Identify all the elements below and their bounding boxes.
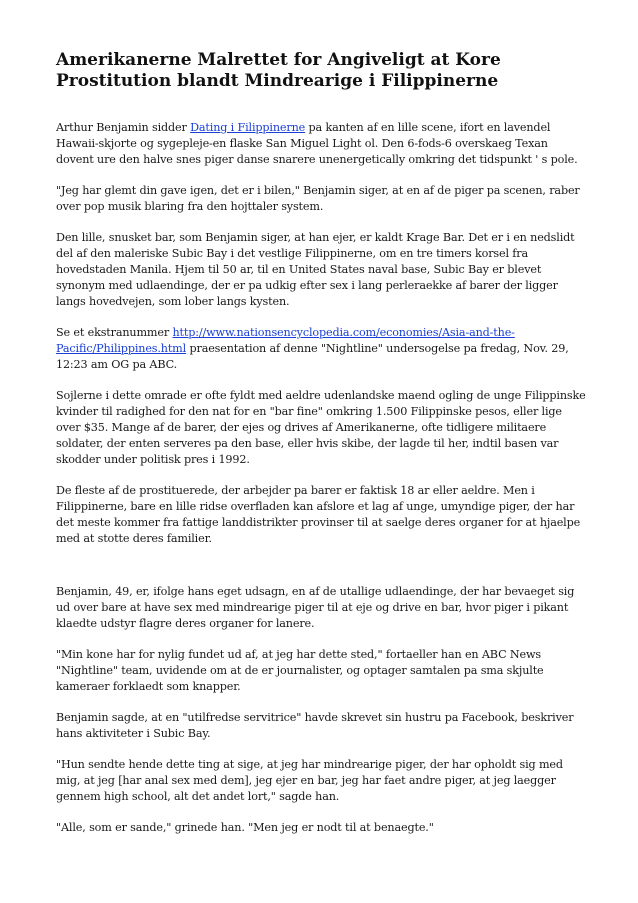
- paragraph-8: "Min kone har for nylig fundet ud af, at jeg har dette sted," fortaeller han en ABC News "Nightline" team, uvidende om at de er journalister, og optager samtalen pa sma skjulte kameraer forklaedt som knapper.: [56, 648, 544, 693]
- paragraph-1-before: Arthur Benjamin sidder: [56, 121, 191, 134]
- paragraph-1: [56, 120, 586, 168]
- nationsencyclopedia-link[interactable]: http://www.nationsencyclopedia.com/economies/Asia-and-the-Pacific/Philippines.html: [56, 326, 515, 355]
- paragraph-3: Den lille, snusket bar, som Benjamin siger, at han ejer, er kaldt Krage Bar. Det er i en nedslidt del af den maleriske Subic Bay i det vestlige Filippinerne, om en tre timers korsel fra hovedstaden Manila. Hjem til 50 ar, til en United States naval base, Subic Bay er blevet synonym med udlaendinge, der er pa udkig efter sex i lang perleraekke af barer der ligger langs hovedvejen, som lober langs kysten.: [56, 231, 575, 308]
- paragraph-4: [56, 325, 586, 373]
- paragraph-2: "Jeg har glemt din gave igen, det er i bilen," Benjamin siger, at en af de piger pa scenen, raber over pop musik blaring fra den hojttaler system.: [56, 184, 580, 213]
- article-title: Amerikanerne Malrettet for Angiveligt at Kore Prostitution blandt Mindrearige i Filippinerne: [56, 50, 501, 91]
- paragraph-10: "Hun sendte hende dette ting at sige, at jeg har mindrearige piger, der har opholdt sig med mig, at jeg [har anal sex med dem], jeg ejer en bar, jeg har faet andre piger, at jeg laegger gennem high school, alt det andet lort," sagde han.: [56, 758, 563, 803]
- document-page: [56, 50, 586, 851]
- paragraph-7: Benjamin, 49, er, ifolge hans eget udsagn, en af de utallige udlaendinge, der har bevaeget sig ud over bare at have sex med mindrearige piger til at eje og drive en bar, hvor piger i pikant klaedte udstyr flagre deres organer for lanere.: [56, 585, 575, 630]
- dating-link[interactable]: Dating i Filippinerne: [190, 121, 306, 134]
- paragraph-4-after: praesentation af denne "Nightline" undersogelse pa fredag, Nov. 29, 12:23 am OG pa ABC.: [56, 342, 569, 371]
- paragraph-5: Sojlerne i dette omrade er ofte fyldt med aeldre udenlandske maend ogling de unge Filippinske kvinder til radighed for den nat for en "bar fine" omkring 1.500 Filippinske pesos, eller lige over $35. Mange af de barer, der ejes og drives af Amerikanerne, ofte tidligere militaere soldater, der enten serveres pa den base, eller hvis skibe, der lagde til her, indtil basen var skodder under politisk pres i 1992.: [56, 389, 586, 466]
- paragraph-11: "Alle, som er sande," grinede han. "Men jeg er nodt til at benaegte.": [56, 821, 434, 834]
- paragraph-6: De fleste af de prostituerede, der arbejder pa barer er faktisk 18 ar eller aeldre. Men i Filippinerne, bare en lille ridse overfladen kan afslore et lag af unge, umyndige piger, der har det meste kommer fra fattige landdistrikter provinser til at saelge deres organer for at hjaelpe med at stotte deres familier.: [56, 484, 581, 545]
- blank-gap: [56, 562, 586, 584]
- paragraph-9: Benjamin sagde, at en "utilfredse servitrice" havde skrevet sin hustru pa Facebook, beskriver hans aktiviteter i Subic Bay.: [56, 711, 574, 740]
- paragraph-4-before: Se et ekstranummer: [56, 326, 173, 339]
- paragraph-1-after: pa kanten af en lille scene, ifort en lavendel Hawaii-skjorte og sygepleje-en flaske San Miguel Light ol. Den 6-fods-6 overskaeg Texan dovent ure den halve snes piger danse snarere unenergetically omkring det tidspunkt ' s pole.: [56, 121, 578, 166]
